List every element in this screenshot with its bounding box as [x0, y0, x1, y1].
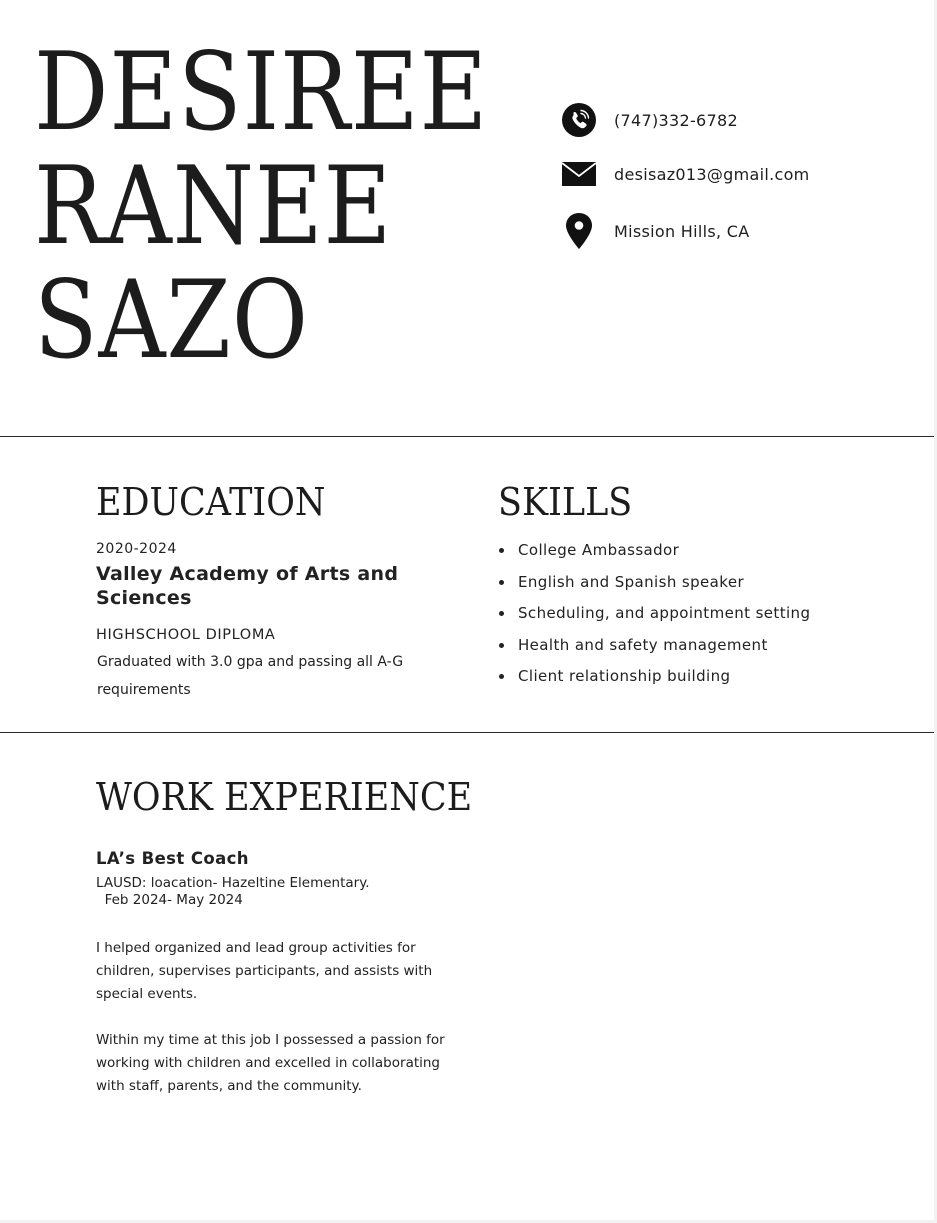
job-organization: LAUSD: loacation- Hazeltine Elementary. Feb 2024- May 2024 [96, 875, 370, 908]
name-heading [34, 30, 534, 383]
location-text: Mission Hills, CA [614, 221, 750, 241]
email-text: desisaz013@gmail.com [614, 164, 810, 184]
education-school: Valley Academy of Arts and Sciences [96, 563, 399, 609]
education-years: 2020-2024 [96, 541, 177, 557]
phone-text: (747)332-6782 [614, 110, 738, 130]
skill-item: College Ambassador [498, 538, 810, 570]
contact-location [562, 211, 902, 251]
work-title: WORK EXPERIENCE [96, 775, 473, 819]
first-name: DESIREE [34, 30, 489, 155]
map-pin-icon [562, 213, 596, 249]
job-description-2: Within my time at this job I possessed a passion for working with children and excelled in collaborating with staff, parents, and the community. [96, 1032, 445, 1094]
job-title: LA’s Best Coach [96, 849, 249, 868]
envelope-icon [562, 156, 596, 192]
skill-item: Client relationship building [498, 664, 810, 696]
skills-list [498, 538, 810, 696]
contact-phone [562, 100, 902, 140]
last-name: SAZO [34, 258, 309, 383]
divider-top [0, 436, 934, 437]
contact-email [562, 154, 902, 194]
skill-item: English and Spanish speaker [498, 570, 810, 602]
divider-bottom [0, 732, 934, 733]
skill-item: Scheduling, and appointment setting [498, 601, 810, 633]
skill-item: Health and safety management [498, 633, 810, 665]
education-title: EDUCATION [96, 480, 326, 524]
skills-title: SKILLS [498, 480, 633, 524]
education-degree: HIGHSCHOOL DIPLOMA [96, 627, 276, 643]
job-description-1: I helped organized and lead group activities for children, supervises participants, and assists with special events. [96, 940, 433, 1002]
education-description: Graduated with 3.0 gpa and passing all A-G requirements [97, 654, 404, 698]
middle-name: RANEE [34, 144, 393, 269]
phone-icon [562, 102, 596, 138]
